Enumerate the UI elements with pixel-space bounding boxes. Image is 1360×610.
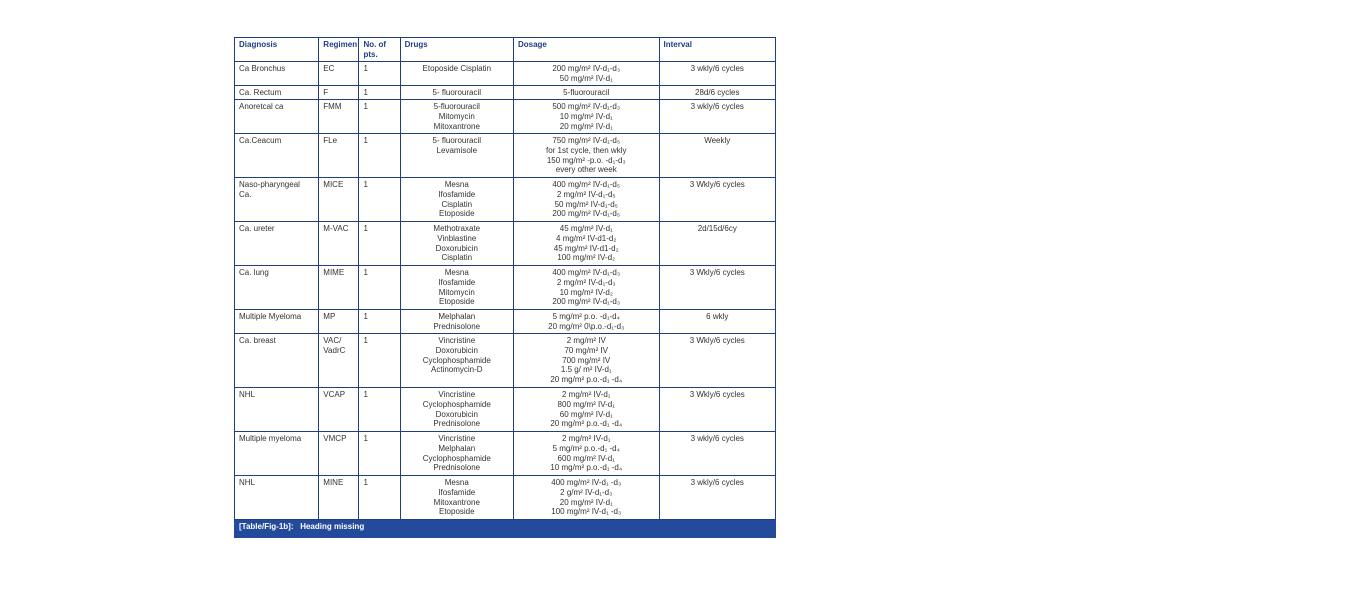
- table-row: [235, 178, 776, 222]
- cell-dosage-line: 10 mg/m² IV-d₂: [559, 287, 613, 297]
- cell-drugs-line: Mesna: [444, 268, 469, 277]
- cell-drugs-line: Cyclophosphamide: [422, 399, 491, 409]
- cell-interval: 3 Wkly/6 cycles: [659, 334, 775, 388]
- cell-regimen: [319, 432, 359, 476]
- cell-dosage-line: 60 mg/m² IV-d₁: [559, 409, 613, 419]
- cell-dosage-line: 2 mg/m² IV-d₁-d₅: [556, 189, 616, 199]
- cell-drugs: [400, 310, 513, 334]
- cell-dosage-line: 20 mg/m² p.o.-d₁ -d₄: [550, 419, 623, 429]
- cell-drugs: [400, 476, 513, 520]
- header-regimen: Regimen: [319, 38, 359, 62]
- cell-regimen-line: VCAP: [323, 390, 346, 399]
- cell-dosage-line: 150 mg/m² -p.o. -d₁-d₃: [546, 155, 626, 165]
- cell-drugs-line: Etoposide: [438, 209, 475, 219]
- cell-dosage-line: 20 mg/m² IV-d₁: [559, 497, 613, 507]
- cell-drugs: [400, 86, 513, 100]
- cell-interval: 3 wkly/6 cycles: [659, 100, 775, 134]
- cell-regimen-line: M-VAC: [323, 224, 349, 233]
- caption-text: Heading missing: [300, 522, 365, 531]
- cell-diagnosis: Multiple Myeloma: [235, 310, 319, 334]
- cell-dosage-line: 20 mg/m² p.o.-d₁ -d₄: [550, 375, 623, 385]
- cell-regimen-line: VadrC: [323, 345, 346, 355]
- cell-diagnosis: Ca. breast: [235, 334, 319, 388]
- cell-regimen-line: MP: [323, 312, 336, 321]
- cell-dosage: [513, 310, 659, 334]
- cell-drugs: [400, 266, 513, 310]
- cell-drugs-line: Melphalan: [438, 443, 476, 453]
- cell-regimen: [319, 310, 359, 334]
- cell-regimen-line: VMCP: [323, 434, 347, 443]
- cell-pts: 1: [359, 178, 400, 222]
- cell-dosage: [513, 334, 659, 388]
- cell-regimen-line: FMM: [323, 102, 342, 111]
- cell-dosage-line: 500 mg/m² IV-d₁-d₃: [552, 102, 621, 111]
- cell-drugs: [400, 134, 513, 178]
- cell-dosage-line: 2 mg/m² IV-d₁: [562, 434, 611, 443]
- cell-drugs-line: Actinomycin-D: [430, 365, 483, 375]
- cell-drugs-line: Vinblastine: [437, 233, 477, 243]
- cell-pts: 1: [359, 222, 400, 266]
- cell-dosage: [513, 476, 659, 520]
- cell-drugs-line: Prednisolone: [433, 419, 481, 429]
- cell-regimen: [319, 178, 359, 222]
- cell-regimen: [319, 388, 359, 432]
- cell-dosage-line: 2 mg/m² IV: [566, 336, 606, 345]
- table-row: [235, 334, 776, 388]
- cell-drugs-line: Methotraxate: [433, 224, 481, 233]
- cell-dosage-line: 4 mg/m² IV-d1-d₂: [556, 233, 617, 243]
- cell-drugs-line: Cyclophosphamide: [422, 453, 491, 463]
- cell-diagnosis: Ca Bronchus: [235, 62, 319, 86]
- cell-diagnosis: Ca. ureter: [235, 222, 319, 266]
- cell-dosage-line: 5 mg/m² p.o.-d₁ -d₄: [552, 443, 620, 453]
- cell-drugs-line: Mitomycin: [438, 111, 475, 121]
- table-row: [235, 266, 776, 310]
- cell-regimen-line: EC: [323, 64, 335, 73]
- header-interval: Interval: [659, 38, 775, 62]
- cell-dosage-line: 20 mg/m² 0\p.o.-d₁-d₃: [548, 321, 625, 331]
- header-dosage: Dosage: [513, 38, 659, 62]
- cell-drugs-line: Prednisolone: [433, 463, 481, 473]
- cell-regimen-line: MICE: [323, 180, 344, 189]
- cell-diagnosis: Anoretcal ca: [235, 100, 319, 134]
- cell-drugs: [400, 432, 513, 476]
- cell-dosage-line: 200 mg/m² IV-d₁-d₃: [552, 64, 621, 73]
- cell-dosage-line: 10 mg/m² p.o.-d₁ -d₄: [550, 463, 623, 473]
- cell-dosage-line: 200 mg/m² IV-d₁-d₅: [552, 209, 621, 219]
- cell-dosage-line: 400 mg/m² IV-d₁-d₅: [552, 180, 621, 189]
- table-row: [235, 432, 776, 476]
- cell-dosage-line: 70 mg/m² IV: [564, 345, 609, 355]
- table-row: [235, 86, 776, 100]
- cell-dosage-line: 10 mg/m² IV-d₁: [559, 111, 613, 121]
- cell-drugs-line: Cisplatin: [441, 199, 473, 209]
- table-row: [235, 134, 776, 178]
- cell-drugs: [400, 178, 513, 222]
- cell-drugs-line: Vincristine: [438, 390, 476, 399]
- cell-dosage: [513, 134, 659, 178]
- cell-diagnosis: NHL: [235, 388, 319, 432]
- table-header-row: [235, 38, 776, 62]
- table-caption: [234, 520, 776, 538]
- cell-regimen: [319, 334, 359, 388]
- cell-dosage-line: 2 mg/m² IV-d₁-d₃: [556, 277, 616, 287]
- cell-regimen-line: F: [323, 88, 329, 97]
- cell-regimen: [319, 266, 359, 310]
- cell-regimen: [319, 222, 359, 266]
- cell-pts: 1: [359, 266, 400, 310]
- cell-dosage-line: every other week: [555, 165, 617, 175]
- caption-label: [Table/Fig-1b]:: [239, 522, 294, 531]
- cell-drugs-line: Mesna: [444, 478, 469, 487]
- cell-pts: 1: [359, 432, 400, 476]
- table-row: [235, 388, 776, 432]
- cell-diagnosis: Ca. Rectum: [235, 86, 319, 100]
- cell-drugs-line: 5- fluorouracil: [432, 88, 482, 97]
- cell-diagnosis: Ca.Ceacum: [235, 134, 319, 178]
- cell-interval: 3 wkly/6 cycles: [659, 432, 775, 476]
- cell-dosage: [513, 178, 659, 222]
- cell-dosage-line: 45 mg/m² IV-d1-d₂: [553, 243, 619, 253]
- cell-pts: 1: [359, 476, 400, 520]
- cell-drugs-line: Mesna: [444, 180, 469, 189]
- table-row: [235, 222, 776, 266]
- cell-dosage-line: 100 mg/m² IV-d₁ -d₃: [551, 507, 622, 517]
- cell-dosage-line: 200 mg/m² IV-d₁-d₃: [552, 297, 621, 307]
- cell-drugs: [400, 100, 513, 134]
- table-row: [235, 100, 776, 134]
- cell-drugs-line: Mitoxantrone: [433, 497, 480, 507]
- cell-dosage: [513, 432, 659, 476]
- cell-dosage-line: 5-fluorouracil: [563, 88, 610, 97]
- cell-drugs: [400, 62, 513, 86]
- cell-drugs-line: Mitoxantrone: [433, 121, 480, 131]
- cell-dosage-line: 700 mg/m² IV: [562, 355, 611, 365]
- cell-pts: 1: [359, 388, 400, 432]
- cell-interval: 3 wkly/6 cycles: [659, 62, 775, 86]
- cell-drugs: [400, 334, 513, 388]
- cell-regimen: [319, 100, 359, 134]
- cell-dosage-line: for 1st cycle, then wkly: [546, 145, 627, 155]
- cell-dosage-line: 600 mg/m² IV-d₁: [557, 453, 615, 463]
- cell-drugs-line: Levamisole: [436, 145, 478, 155]
- cell-dosage: [513, 222, 659, 266]
- cell-regimen: [319, 134, 359, 178]
- cell-interval: 28d/6 cycles: [659, 86, 775, 100]
- cell-dosage-line: 50 mg/m² IV-d₁: [559, 73, 613, 83]
- cell-drugs-line: Etoposide: [438, 297, 475, 307]
- cell-drugs-line: Prednisolone: [433, 321, 481, 331]
- cell-regimen-line: FLe: [323, 136, 338, 145]
- cell-drugs-line: Vincristine: [438, 434, 476, 443]
- cell-dosage-line: 45 mg/m² IV-d₁: [559, 224, 613, 233]
- cell-drugs-line: Etoposide Cisplatin: [422, 64, 492, 73]
- cell-regimen: [319, 62, 359, 86]
- cell-drugs-line: Cyclophosphamide: [422, 355, 491, 365]
- cell-drugs-line: Ifosfamide: [438, 277, 476, 287]
- cell-diagnosis: NHL: [235, 476, 319, 520]
- header-diagnosis: Diagnosis: [235, 38, 319, 62]
- cell-drugs-line: Ifosfamide: [438, 487, 476, 497]
- cell-pts: 1: [359, 62, 400, 86]
- cell-drugs-line: Doxorubicin: [435, 409, 478, 419]
- cell-dosage-line: 5 mg/m² p.o. -d₁-d₄: [552, 312, 620, 321]
- cell-drugs-line: Etoposide: [438, 507, 475, 517]
- cell-dosage: [513, 266, 659, 310]
- cell-pts: 1: [359, 86, 400, 100]
- table-row: [235, 476, 776, 520]
- cell-dosage-line: 2 mg/m² IV-d₁: [562, 390, 611, 399]
- cell-drugs-line: 5-fluorouracil: [433, 102, 480, 111]
- cell-drugs-line: 5- fluorouracil: [432, 136, 482, 145]
- cell-regimen-line: MINE: [323, 478, 344, 487]
- cell-drugs-line: Melphalan: [438, 312, 476, 321]
- table-row: [235, 62, 776, 86]
- cell-drugs: [400, 388, 513, 432]
- cell-pts: 1: [359, 334, 400, 388]
- cell-dosage-line: 750 mg/m² IV-d₁-d₅: [552, 136, 621, 145]
- cell-regimen-line: MIME: [323, 268, 345, 277]
- table-body: [235, 62, 776, 520]
- cell-interval: 3 wkly/6 cycles: [659, 476, 775, 520]
- cell-dosage-line: 400 mg/m² IV-d₁ -d₃: [551, 478, 622, 487]
- cell-drugs-line: Doxorubicin: [435, 345, 478, 355]
- cell-diagnosis: Naso-pharyngeal Ca.: [235, 178, 319, 222]
- cell-dosage-line: 50 mg/m² IV-d₁-d₅: [554, 199, 618, 209]
- cell-interval: 3 Wkly/6 cycles: [659, 388, 775, 432]
- cell-drugs-line: Ifosfamide: [438, 189, 476, 199]
- cell-drugs: [400, 222, 513, 266]
- cell-drugs-line: Vincristine: [438, 336, 476, 345]
- cell-regimen-line: VAC/: [323, 336, 342, 345]
- cell-diagnosis: Multiple myeloma: [235, 432, 319, 476]
- cell-dosage-line: 100 mg/m² IV-d₂: [557, 253, 616, 263]
- header-no-of-pts: No. of pts.: [359, 38, 400, 62]
- cell-drugs-line: Cisplatin: [441, 253, 473, 263]
- cell-dosage-line: 800 mg/m² IV-d₁: [557, 399, 615, 409]
- cell-interval: Weekly: [659, 134, 775, 178]
- regimen-table: [234, 37, 776, 520]
- cell-dosage-line: 400 mg/m² IV-d₁-d₃: [552, 268, 621, 277]
- cell-diagnosis: Ca. lung: [235, 266, 319, 310]
- cell-dosage-line: 20 mg/m² IV-d₁: [559, 121, 613, 131]
- cell-pts: 1: [359, 134, 400, 178]
- cell-interval: 2d/15d/6cy: [659, 222, 775, 266]
- cell-dosage: [513, 100, 659, 134]
- cell-regimen: [319, 476, 359, 520]
- cell-dosage: [513, 62, 659, 86]
- cell-dosage: [513, 86, 659, 100]
- cell-regimen: [319, 86, 359, 100]
- header-drugs: Drugs: [400, 38, 513, 62]
- cell-dosage-line: 1.5 g/ m² IV-d₁: [560, 365, 612, 375]
- regimen-table-container: [234, 37, 776, 538]
- cell-pts: 1: [359, 310, 400, 334]
- cell-interval: 3 Wkly/6 cycles: [659, 178, 775, 222]
- cell-interval: 6 wkly: [659, 310, 775, 334]
- cell-drugs-line: Mitomycin: [438, 287, 475, 297]
- cell-pts: 1: [359, 100, 400, 134]
- cell-interval: 3 Wkly/6 cycles: [659, 266, 775, 310]
- table-row: [235, 310, 776, 334]
- cell-dosage-line: 2 g/m² IV-d₁-d₃: [560, 487, 613, 497]
- cell-drugs-line: Doxorubicin: [435, 243, 478, 253]
- cell-dosage: [513, 388, 659, 432]
